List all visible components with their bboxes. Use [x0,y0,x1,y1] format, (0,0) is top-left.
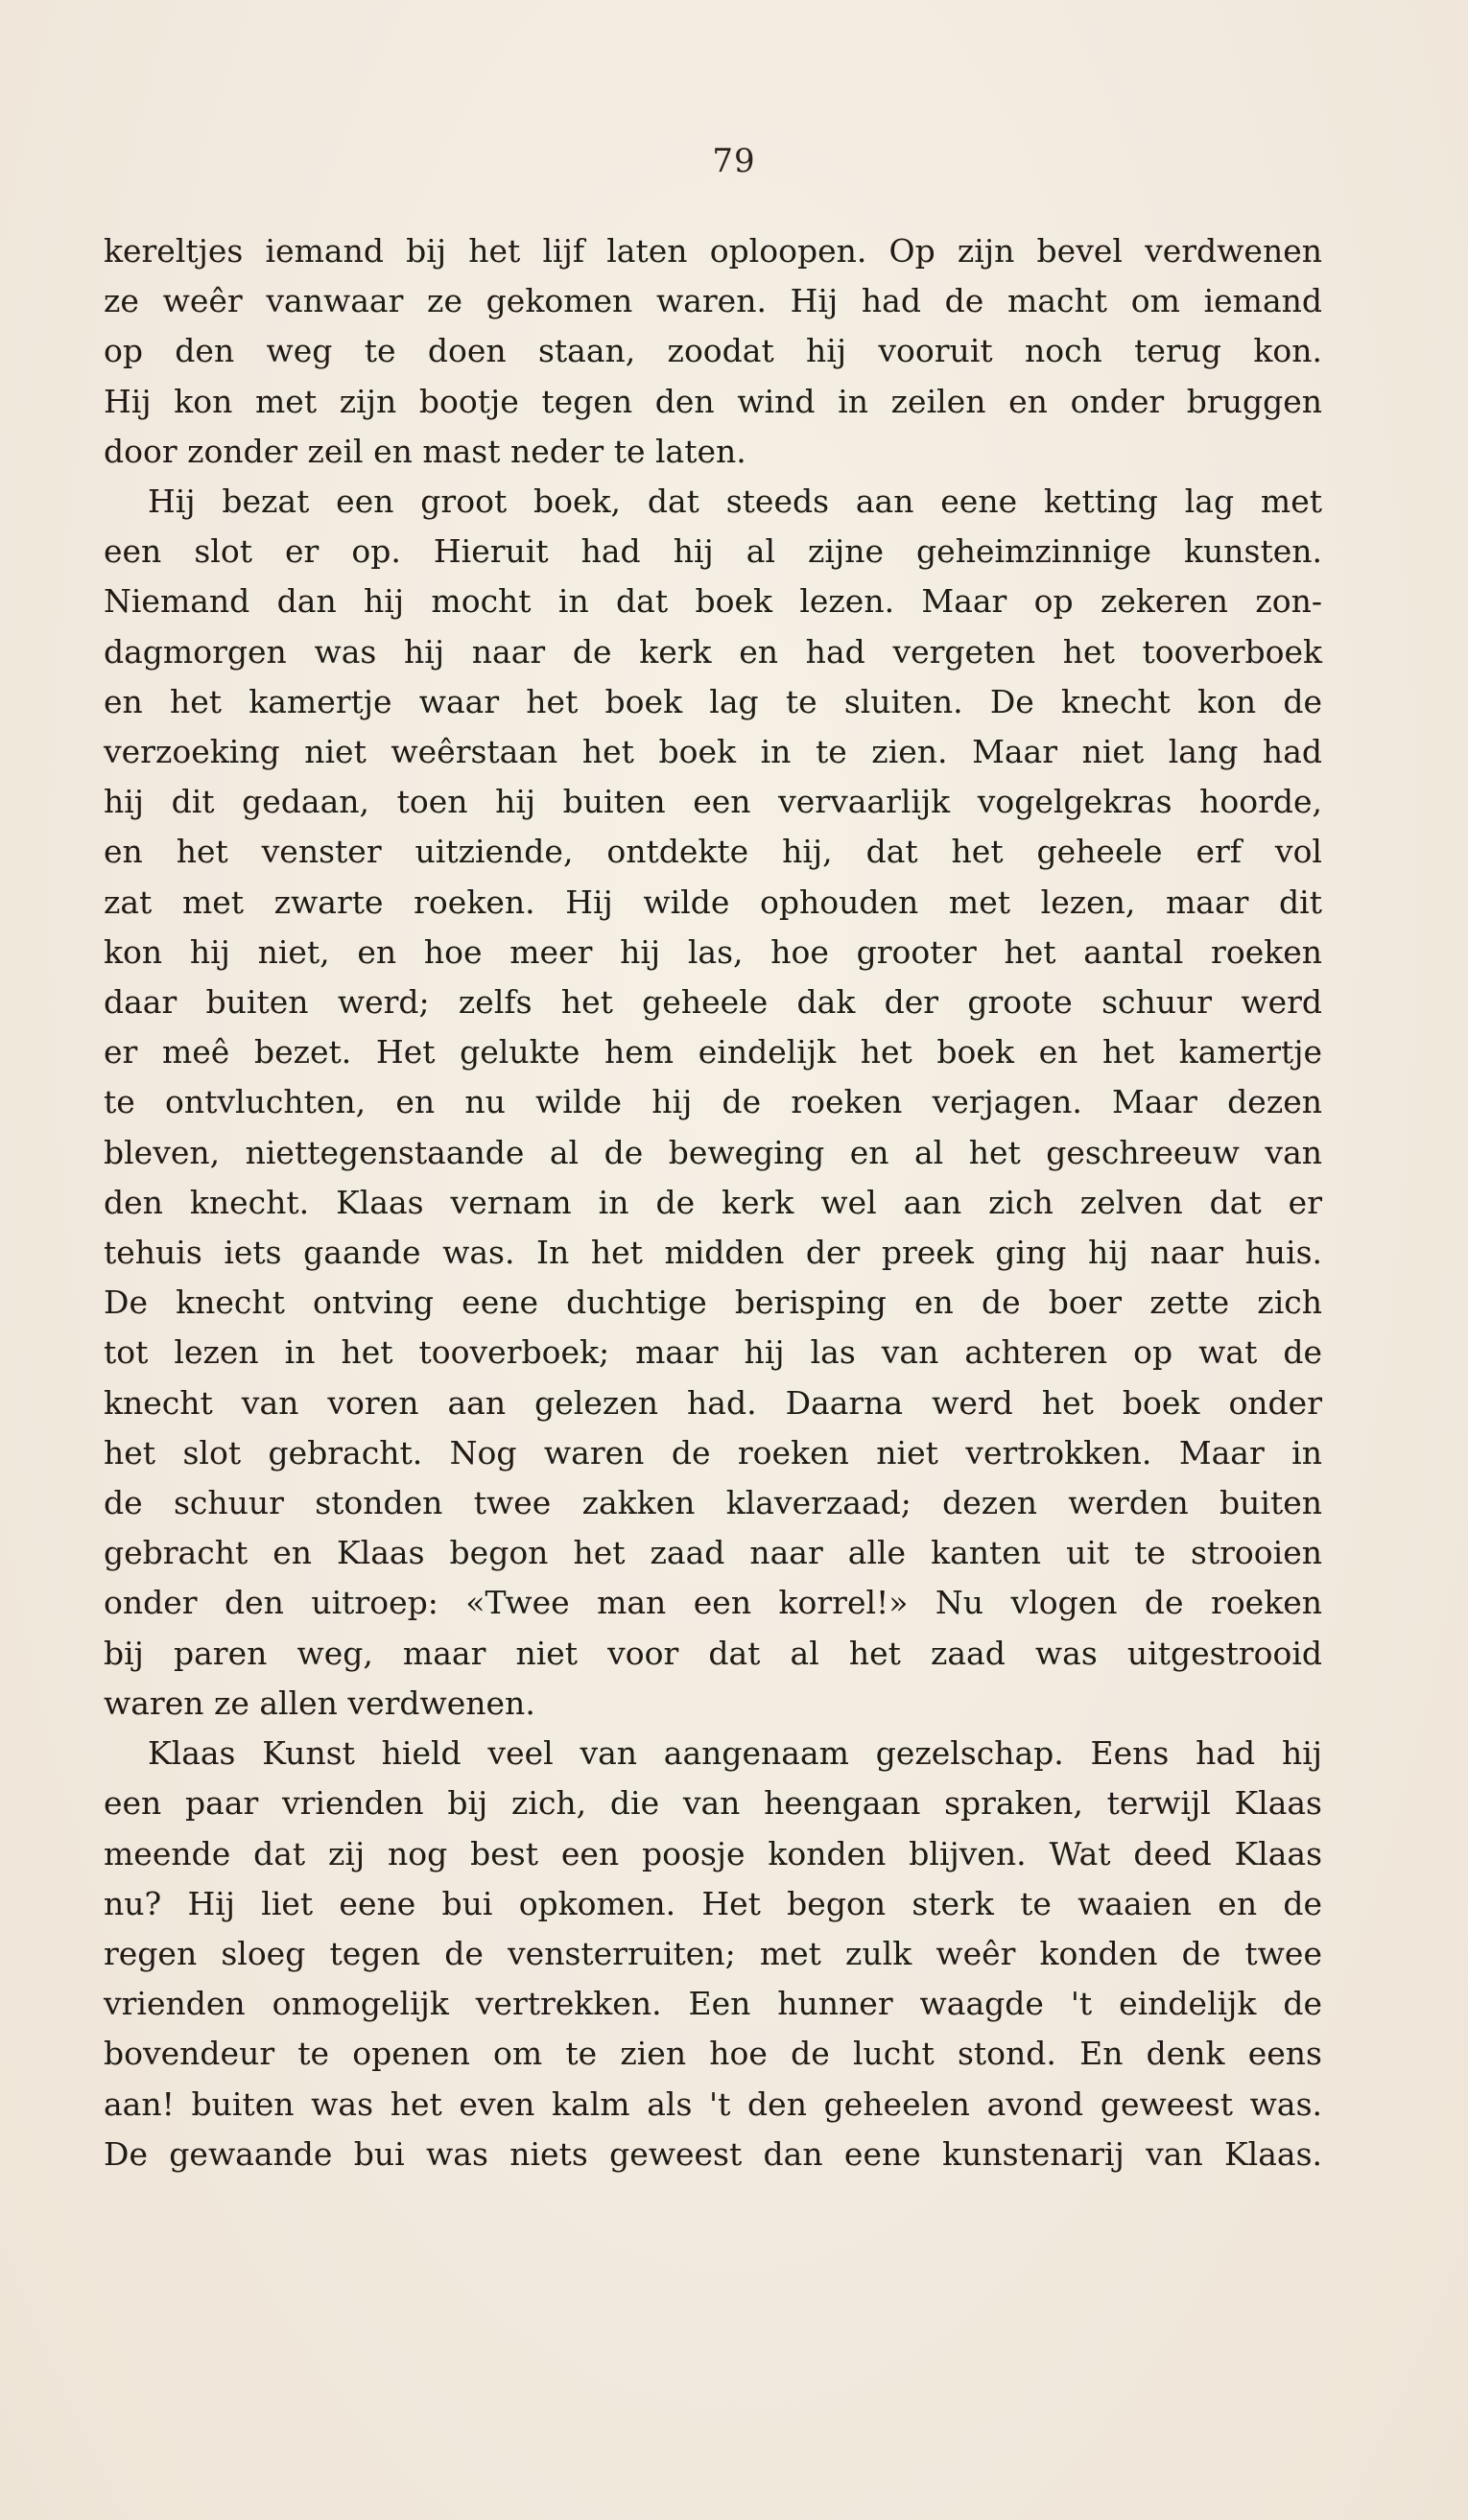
text-line: gebracht en Klaas begon het zaad naar alle kanten uit te strooien [104,1534,1322,1572]
text-line: een paar vrienden bij zich, die van heengaan spraken, terwijl Klaas [104,1784,1322,1823]
text-line: de schuur stonden twee zakken klaverzaad; dezen werden buiten [104,1484,1322,1522]
text-line: meende dat zij nog best een poosje konden blijven. Wat deed Klaas [104,1834,1322,1872]
text-line: zat met zwarte roeken. Hij wilde ophouden met lezen, maar dit [104,883,1322,921]
text-line: De gewaande bui was niets geweest dan eene kunstenarij van Klaas. [104,2134,1322,2173]
text-line: kon hij niet, en hoe meer hij las, hoe grooter het aantal roeken [104,932,1322,971]
text-line: door zonder zeil en mast neder te laten. [104,432,746,470]
text-line: en het kamertje waar het boek lag te sluiten. De knecht kon de [104,682,1322,720]
text-line: De knecht ontving eene duchtige berisping en de boer zette zich [104,1284,1322,1322]
text-line: op den weg te doen staan, zoodat hij vooruit noch terug kon. [104,332,1322,370]
text-line: ze weêr vanwaar ze gekomen waren. Hij had de macht om iemand [104,282,1322,320]
text-line: bovendeur te openen om te zien hoe de lucht stond. En denk eens [104,2035,1322,2073]
page-number: 79 [712,142,756,180]
text-line: verzoeking niet weêrstaan het boek in te zien. Maar niet lang had [104,733,1322,771]
text-line: bij paren weg, maar niet voor dat al het zaad was uitgestrooid [104,1634,1322,1672]
text-line: er meê bezet. Het gelukte hem eindelijk het boek en het kamertje [104,1033,1322,1072]
text-line: tot lezen in het tooverboek; maar hij las van achteren op wat de [104,1333,1322,1372]
text-line: regen sloeg tegen de vensterruiten; met zulk weêr konden de twee [104,1934,1322,1972]
text-line: waren ze allen verdwenen. [104,1684,535,1722]
text-line: tehuis iets gaande was. In het midden der preek ging hij naar huis. [104,1234,1322,1272]
text-line: te ontvluchten, en nu wilde hij de roeken verjagen. Maar dezen [104,1083,1322,1121]
body-text [104,226,1322,2179]
text-line: onder den uitroep: «Twee man een korrel!» Nu vlogen de roeken [104,1584,1322,1622]
text-line: hij dit gedaan, toen hij buiten een vervaarlijk vogelgekras hoorde, [104,783,1322,821]
text-line: daar buiten werd; zelfs het geheele dak der groote schuur werd [104,983,1322,1022]
text-line: bleven, niettegenstaande al de beweging en al het geschreeuw van [104,1133,1322,1171]
text-line: en het venster uitziende, ontdekte hij, dat het geheele erf vol [104,833,1322,871]
text-line: Hij bezat een groot boek, dat steeds aan eene ketting lag met [148,483,1322,521]
text-line: aan! buiten was het even kalm als 't den geheelen avond geweest was. [104,2084,1322,2123]
text-line: Klaas Kunst hield veel van aangenaam gezelschap. Eens had hij [148,1734,1322,1773]
text-line: kereltjes iemand bij het lijf laten oploopen. Op zijn bevel verdwenen [104,232,1322,270]
text-line: het slot gebracht. Nog waren de roeken niet vertrokken. Maar in [104,1433,1322,1472]
text-line: Niemand dan hij mocht in dat boek lezen. Maar op zekeren zon- [104,582,1322,621]
text-line: den knecht. Klaas vernam in de kerk wel aan zich zelven dat er [104,1183,1322,1221]
text-line: een slot er op. Hieruit had hij al zijne geheimzinnige kunsten. [104,532,1322,571]
text-line: knecht van voren aan gelezen had. Daarna werd het boek onder [104,1383,1322,1422]
text-line: nu? Hij liet eene bui opkomen. Het begon sterk te waaien en de [104,1884,1322,1922]
text-line: Hij kon met zijn bootje tegen den wind in zeilen en onder bruggen [104,382,1322,420]
text-line: dagmorgen was hij naar de kerk en had vergeten het tooverboek [104,632,1322,671]
text-line: vrienden onmogelijk vertrekken. Een hunner waagde 't eindelijk de [104,1985,1322,2023]
